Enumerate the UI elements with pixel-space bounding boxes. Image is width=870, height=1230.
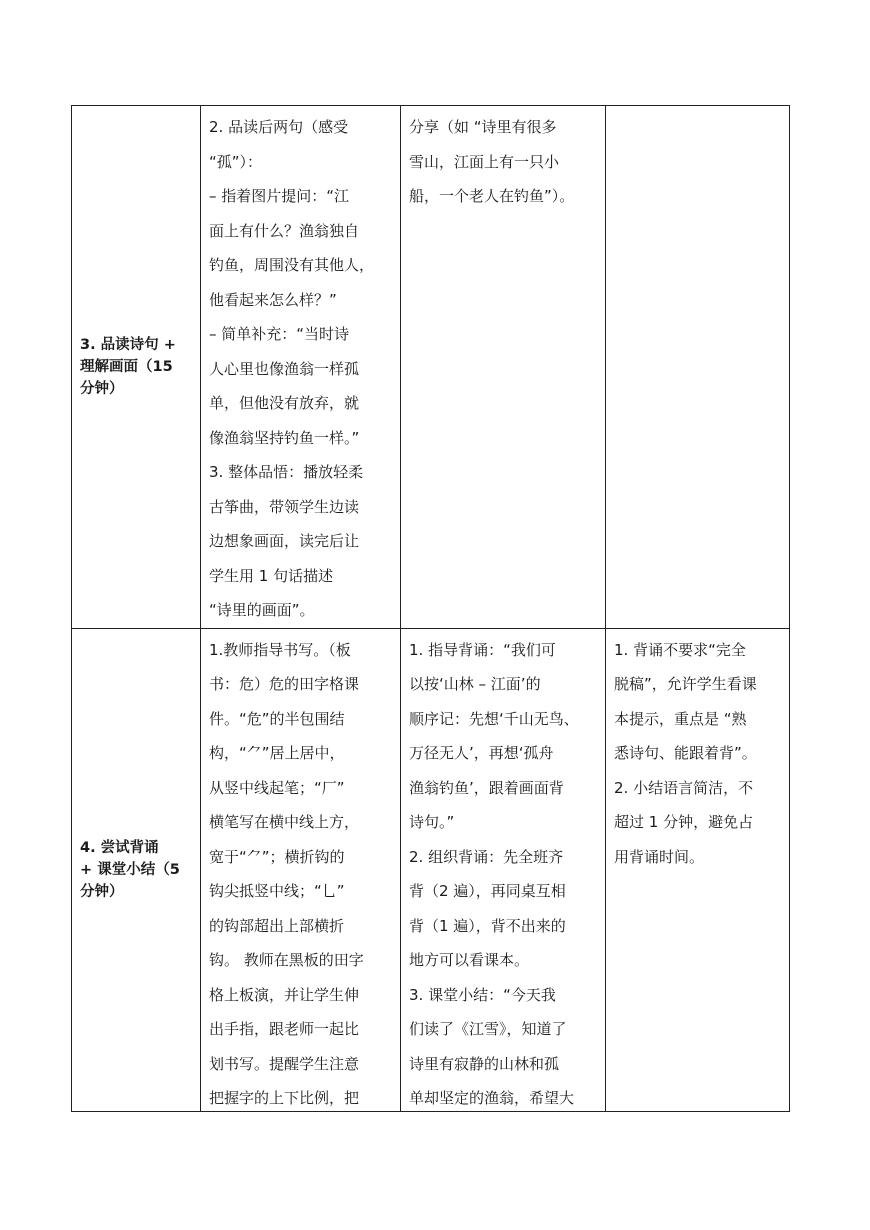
notes-text	[606, 106, 789, 110]
teacher-activity-text: 1.教师指导书写。（板 书：危）危的田字格课 件。“危”的半包围结 构，“⺈”居上居中， 从竖中线起笔；“厂” 横笔写在横中线上方， 宽于“⺈”；横折钩的 钩尖抵竖中线；“乚” 的钩部超出上部横折 钩。 教师在黑板的田字 格上板演，并让学生伸 出手指，跟老师一起比 划书写。提醒学生注意 把握字的上下比例，把	[209, 640, 364, 1107]
lesson-plan-table	[71, 105, 790, 1112]
stage-cell	[72, 106, 201, 629]
student-activity-cell	[401, 628, 606, 1111]
table-row	[72, 106, 790, 629]
stage-title: 3. 品读诗句 + 理解画面（15 分钟）	[80, 336, 176, 397]
student-activity-text: 分享（如 “诗里有很多 雪山，江面上有一只小 船，一个老人在钓鱼”）。	[409, 118, 575, 205]
student-activity-text: 1. 指导背诵：“我们可 以按‘山林 – 江面’的 顺序记：先想‘千山无鸟、 万径无人’，再想‘孤舟 渔翁钓鱼’，跟着画面背 诗句。” 2. 组织背诵：先全班齐 背（2 遍），再同桌互相 背（1 遍），背不出来的 地方可以看课本。 3. 课堂小结：“今天我 们读了《江雪》，知道了 诗里有寂静的山林和孤 单却坚定的渔翁，希望大	[409, 640, 579, 1107]
stage-title: 4. 尝试背诵 + 课堂小结（5 分钟）	[80, 839, 180, 900]
teacher-activity-cell	[201, 628, 401, 1111]
notes-cell	[606, 628, 790, 1111]
student-activity-cell	[401, 106, 606, 629]
stage-cell	[72, 628, 201, 1111]
teacher-activity-text: 2. 品读后两句（感受 “孤”）： – 指着图片提问：“江 面上有什么？渔翁独自 钓鱼，周围没有其他人， 他看起来怎么样？” – 简单补充：“当时诗 人心里也像渔翁一样孤 单，但他没有放弃，就 像渔翁坚持钓鱼一样。” 3. 整体品悟：播放轻柔 古筝曲，带领学生边读 边想象画面，读完后让 学生用 1 句话描述 “诗里的画面”。	[209, 118, 375, 619]
teacher-activity-cell	[201, 106, 401, 629]
notes-text: 1. 背诵不要求“完全 脱稿”，允许学生看课 本提示，重点是 “熟 悉诗句、能跟着背”。 2. 小结语言简洁，不 超过 1 分钟，避免占 用背诵时间。	[614, 640, 757, 866]
notes-cell	[606, 106, 790, 629]
table-row	[72, 628, 790, 1111]
